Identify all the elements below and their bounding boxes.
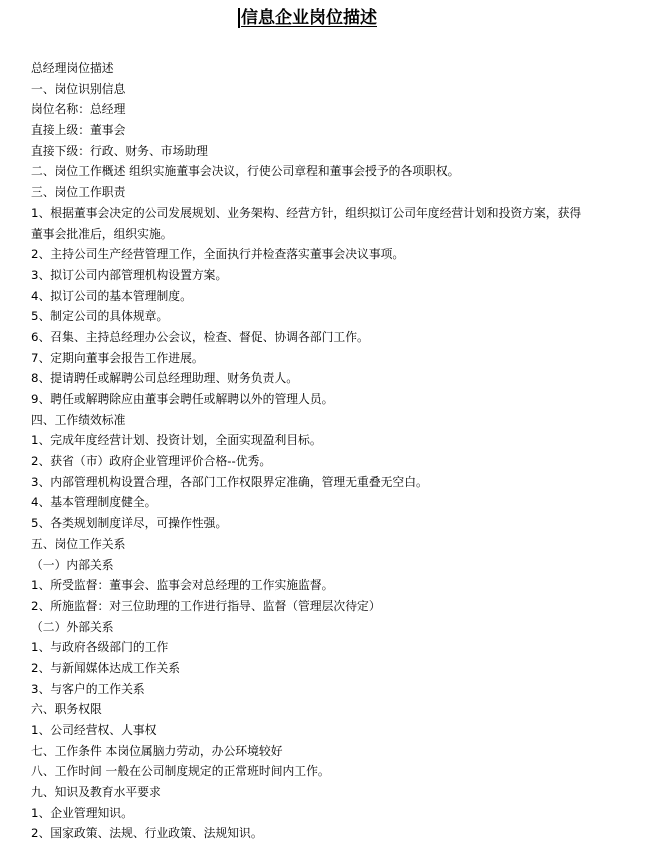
list-item: 1、企业管理知识。 <box>31 805 133 820</box>
subsection-heading: （一）内部关系 <box>31 557 114 572</box>
list-item: 1、完成年度经营计划、投资计划，全面实现盈利目标。 <box>31 433 322 448</box>
list-item: 1、根据董事会决定的公司发展规划、业务架构、经营方针，组织拟订公司年度经营计划和投资方案，获得 <box>31 205 582 220</box>
list-item: 3、内部管理机构设置合理，各部门工作权限界定准确，管理无重叠无空白。 <box>31 474 428 489</box>
list-item: 5、各类规划制度详尽，可操作性强。 <box>31 516 228 531</box>
section-heading: 七、工作条件 本岗位属脑力劳动，办公环境较好 <box>31 743 283 758</box>
section-heading: 总经理岗位描述 <box>31 61 114 75</box>
text-line: 直接下级：行政、财务、市场助理 <box>31 143 208 158</box>
list-item: 1、与政府各级部门的工作 <box>31 640 169 655</box>
list-item: 6、召集、主持总经理办公会议，检查、督促、协调各部门工作。 <box>31 329 369 344</box>
list-item: 2、所施监督：对三位助理的工作进行指导、监督（管理层次待定） <box>31 598 381 613</box>
list-item: 3、与客户的工作关系 <box>31 681 145 696</box>
list-item: 3、拟订公司内部管理机构设置方案。 <box>31 267 228 282</box>
text-line: 岗位名称：总经理 <box>31 102 126 117</box>
list-item: 1、公司经营权、人事权 <box>31 723 157 737</box>
list-item: 4、拟订公司的基本管理制度。 <box>31 288 192 303</box>
list-item: 2、国家政策、法规、行业政策、法规知识。 <box>31 826 263 841</box>
list-item: 2、主持公司生产经营管理工作，全面执行并检查落实董事会决议事项。 <box>31 247 405 262</box>
list-item: 2、与新闻媒体达成工作关系 <box>31 660 181 675</box>
section-heading: 九、知识及教育水平要求 <box>31 785 161 800</box>
document-body <box>31 58 631 844</box>
list-item: 2、获省（市）政府企业管理评价合格--优秀。 <box>31 454 272 469</box>
text-line: 直接上级：董事会 <box>31 123 126 138</box>
section-heading: 四、工作绩效标准 <box>31 412 126 427</box>
section-heading: 五、岗位工作关系 <box>31 536 126 551</box>
section-heading: 六、职务权限 <box>31 702 102 717</box>
list-item: 8、提请聘任或解聘公司总经理助理、财务负责人。 <box>31 371 299 386</box>
list-item: 5、制定公司的具体规章。 <box>31 309 169 324</box>
list-item: 9、聘任或解聘除应由董事会聘任或解聘以外的管理人员。 <box>31 392 334 406</box>
section-heading: 三、岗位工作职责 <box>31 185 126 200</box>
section-heading: 八、工作时间 一般在公司制度规定的正常班时间内工作。 <box>31 764 330 779</box>
list-item: 董事会批准后，组织实施。 <box>31 226 173 241</box>
list-item: 4、基本管理制度健全。 <box>31 495 157 510</box>
list-item: 1、所受监督：董事会、监事会对总经理的工作实施监督。 <box>31 578 334 593</box>
section-heading: 二、岗位工作概述 组织实施董事会决议，行使公司章程和董事会授予的各项职权。 <box>31 164 460 179</box>
section-heading: 一、岗位识别信息 <box>31 81 126 96</box>
document-title: 信息企业岗位描述 <box>0 5 615 31</box>
list-item: 7、定期向董事会报告工作进展。 <box>31 350 204 365</box>
subsection-heading: （二）外部关系 <box>31 619 114 634</box>
